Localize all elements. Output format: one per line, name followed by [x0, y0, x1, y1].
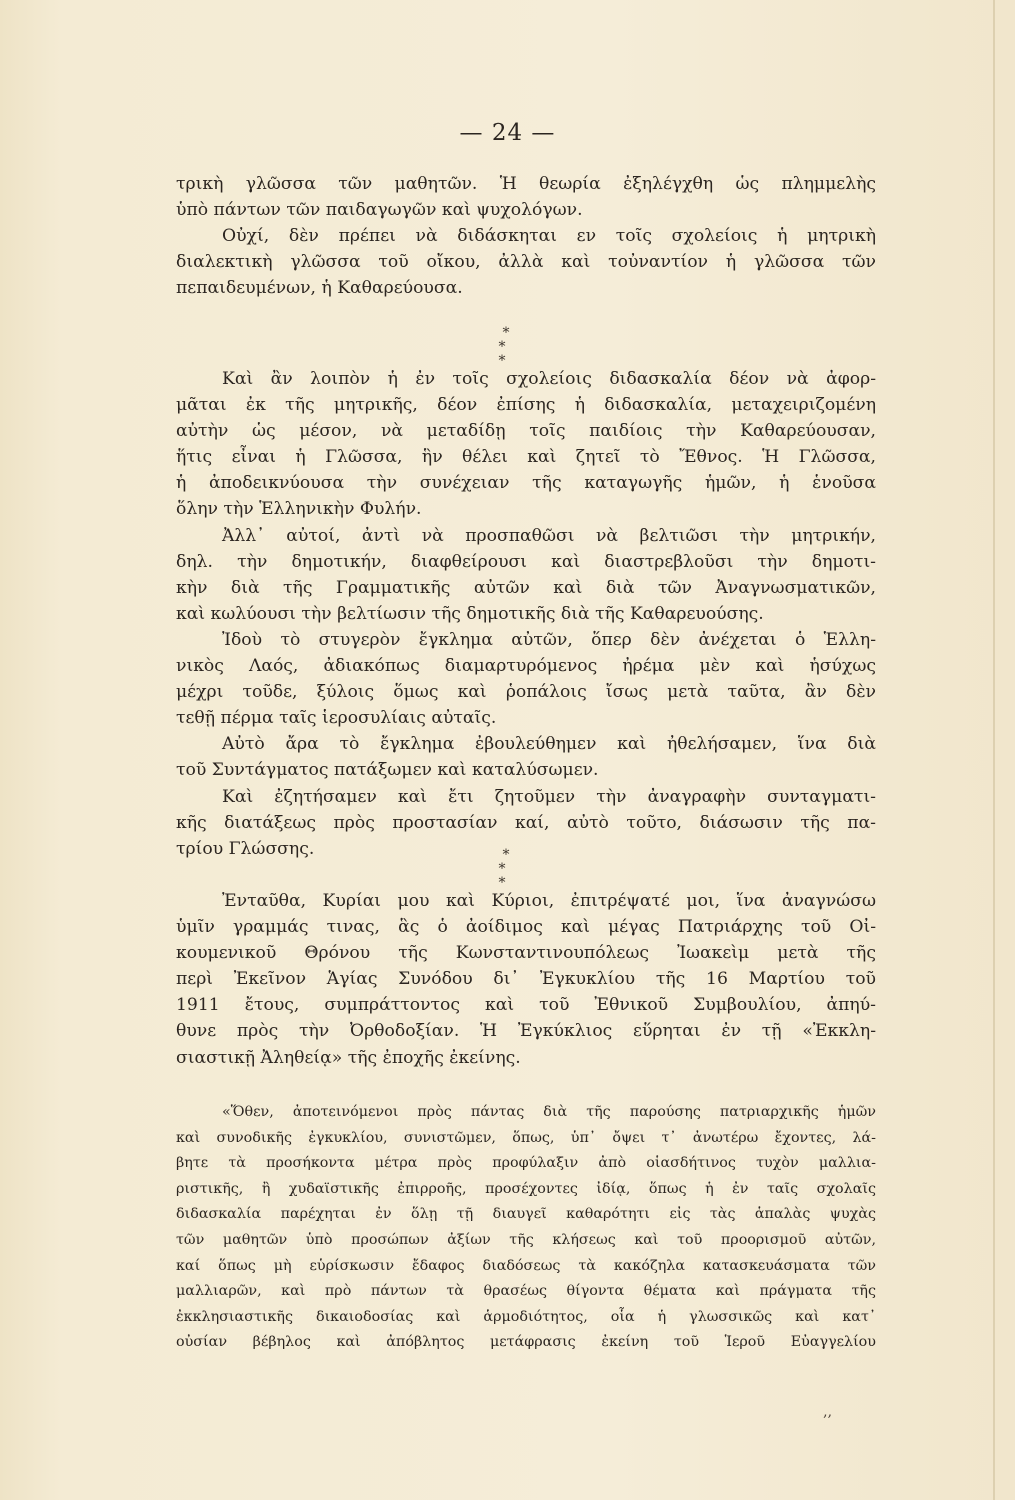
quote-line: καί ὅπως μὴ εὑρίσκωσιν ἔδαφος διαδόσεως τὰ κακόζηλα κατασκευάσματα τῶν: [176, 1257, 876, 1274]
quote-line: ἐκκλησιαστικῆς δικαιοδοσίας καὶ ἁρμοδιότητος, οἷα ἡ γλωσσικῶς καὶ κατ᾽: [176, 1308, 876, 1325]
asterism-separator: [486, 847, 526, 891]
paragraph-group-2: [176, 366, 876, 862]
text-line: κῆς διατάξεως πρὸς προστασίαν καί, αὐτὸ τοῦτο, διάσωσιν τῆς πα-: [176, 812, 876, 833]
text-line: Οὐχί, δὲν πρέπει νὰ διδάσκηται εν τοῖς σχολείοις ἡ μητρικὴ: [222, 226, 876, 247]
asterism-top-star: *: [502, 325, 510, 341]
quote-line: τῶν μαθητῶν ὑπὸ προσώπων ἀξίων τῆς κλήσεως καὶ τοῦ προορισμοῦ αὐτῶν,: [176, 1231, 876, 1248]
text-line: θυνε πρὸς τὴν Ὀρθοδοξίαν. Ἡ Ἐγκύκλιος εὕρηται ἐν τῇ «Ἐκκλη-: [176, 1021, 876, 1042]
text-line: Καὶ ἂν λοιπὸν ἡ ἐν τοῖς σχολείοις διδασκαλία δέον νὰ ἀφορ-: [222, 369, 876, 389]
text-line: τοῦ Συντάγματος πατάξωμεν καὶ καταλύσωμεν.: [176, 760, 599, 781]
text-line: Ἰδοὺ τὸ στυγερὸν ἔγκλημα αὐτῶν, ὅπερ δὲν ἀνέχεται ὁ Ἑλλη-: [222, 629, 876, 650]
quote-line: καὶ συνοδικῆς ἐγκυκλίου, συνιστῶμεν, ὅπως, ὑπ᾽ ὄψει τ᾽ ἀνωτέρω ἔχοντες, λά-: [176, 1129, 876, 1146]
text-line: σιαστικῇ Ἀληθείᾳ» τῆς ἐποχῆς ἐκείνης.: [176, 1047, 521, 1068]
text-line: 1911 ἔτους, συμπράττοντος καὶ τοῦ Ἐθνικοῦ Συμβουλίου, ἀπηύ-: [176, 995, 876, 1016]
text-line: ὑπὸ πάντων τῶν παιδαγωγῶν καὶ ψυχολόγων.: [176, 200, 583, 221]
text-line: πεπαιδευμένων, ἡ Καθαρεύουσα.: [176, 278, 463, 299]
text-line: Καὶ ἐζητήσαμεν καὶ ἔτι ζητοῦμεν τὴν ἀναγραφὴν συνταγματι-: [222, 786, 876, 807]
quote-line: διδασκαλία παρέχηται ἐν ὅλῃ τῇ διαυγεῖ καθαρότητι εἰς τὰς ἁπαλὰς ψυχὰς: [176, 1206, 876, 1223]
quote-line: μαλλιαρῶν, καὶ πρὸ πάντων τὰ θρασέως θίγοντα θέματα καὶ πράγματα τῆς: [176, 1283, 876, 1300]
text-line: μᾶται ἐκ τῆς μητρικῆς, δέον ἐπίσης ἡ διδασκαλία, μεταχειριζομένη: [176, 395, 876, 416]
paragraph-group-1: [176, 171, 876, 301]
encyclical-quotation: [176, 1100, 876, 1356]
text-line: τρικὴ γλῶσσα τῶν μαθητῶν. Ἡ θεωρία ἐξηλέγχθη ὡς πλημμελὴς: [176, 174, 876, 194]
text-line: τρίου Γλώσσης.: [176, 838, 315, 859]
text-line: ὅλην τὴν Ἑλληνικὴν Φυλήν.: [176, 499, 422, 520]
asterism-separator: [486, 325, 526, 369]
text-line: διαλεκτικὴ γλῶσσα τοῦ οἴκου, ἀλλὰ καὶ τοὐναντίον ἡ γλῶσσα τῶν: [176, 252, 876, 273]
text-line: Ἐνταῦθα, Κυρίαι μου καὶ Κύριοι, ἐπιτρέψατέ μοι, ἵνα ἀναγνώσω: [222, 891, 876, 911]
text-line: περὶ Ἐκεῖνον Ἁγίας Συνόδου δι᾽ Ἐγκυκλίου τῆς 16 Μαρτίου τοῦ: [176, 969, 876, 990]
asterism-bottom-stars: * *: [498, 339, 514, 369]
text-line: καὶ κωλύουσι τὴν βελτίωσιν τῆς δημοτικῆς διὰ τῆς Καθαρευούσης.: [176, 603, 764, 624]
asterism-bottom-stars: * *: [498, 861, 514, 891]
quote-line: βητε τὰ προσήκοντα μέτρα πρὸς προφύλαξιν ἀπὸ οἱασδήτινος τυχὸν μαλλια-: [176, 1155, 876, 1172]
text-line: κὴν διὰ τῆς Γραμματικῆς αὐτῶν καὶ διὰ τῶν Ἀναγνωσματικῶν,: [176, 577, 876, 598]
quote-line: οὐσίαν βέβηλος καὶ ἀπόβλητος μετάφρασις ἐκείνη τοῦ Ἱεροῦ Εὐαγγελίου: [176, 1334, 876, 1351]
stray-mark: ‚‚: [823, 1404, 832, 1420]
page-number: — 24 —: [459, 120, 556, 146]
text-line: ὑμῖν γραμμάς τινας, ἃς ὁ ἀοίδιμος καὶ μέγας Πατριάρχης τοῦ Οἰ-: [176, 917, 876, 938]
text-line: αὐτὴν ὡς μέσον, νὰ μεταδίδῃ τοῖς παιδίοις τὴν Καθαρεύουσαν,: [176, 421, 876, 442]
text-line: δηλ. τὴν δημοτικήν, διαφθείρουσι καὶ διαστρεβλοῦσι τὴν δημοτι-: [176, 551, 876, 572]
text-line: κουμενικοῦ Θρόνου τῆς Κωνσταντινουπόλεως Ἰωακεὶμ μετὰ τῆς: [176, 943, 876, 964]
text-line: Ἀλλ᾽ αὐτοί, ἀντὶ νὰ προσπαθῶσι νὰ βελτιῶσι τὴν μητρικήν,: [222, 525, 876, 546]
text-line: Αὐτὸ ἄρα τὸ ἔγκλημα ἐβουλεύθημεν καὶ ἠθελήσαμεν, ἵνα διὰ: [222, 734, 876, 755]
text-line: μέχρι τοῦδε, ξύλοις ὅμως καὶ ῥοπάλοις ἴσως μετὰ ταῦτα, ἂν δὲν: [176, 682, 876, 703]
paragraph-group-3: [176, 888, 876, 1071]
asterism-top-star: *: [502, 847, 510, 863]
quote-line: ριστικῆς, ἢ χυδαϊστικῆς ἐπιρροῆς, προσέχοντες ἰδίᾳ, ὅπως ἡ ἐν ταῖς σχολαῖς: [176, 1180, 876, 1197]
text-line: τεθῇ πέρμα ταῖς ἱεροσυλίαις αὐταῖς.: [176, 708, 497, 729]
quote-line: «Ὅθεν, ἀποτεινόμενοι πρὸς πάντας διὰ τῆς παρούσης πατριαρχικῆς ἡμῶν: [222, 1104, 876, 1120]
page-edge-shadow: [993, 0, 995, 1500]
text-line: νικὸς Λαός, ἀδιακόπως διαμαρτυρόμενος ἠρέμα μὲν καὶ ἡσύχως: [176, 656, 876, 677]
text-line: ἥτις εἶναι ἡ Γλῶσσα, ἣν θέλει καὶ ζητεῖ τὸ Ἔθνος. Ἡ Γλῶσσα,: [176, 447, 876, 468]
text-line: ἡ ἀποδεικνύουσα τὴν συνέχειαν τῆς καταγωγῆς ἡμῶν, ἡ ἑνοῦσα: [176, 473, 876, 494]
